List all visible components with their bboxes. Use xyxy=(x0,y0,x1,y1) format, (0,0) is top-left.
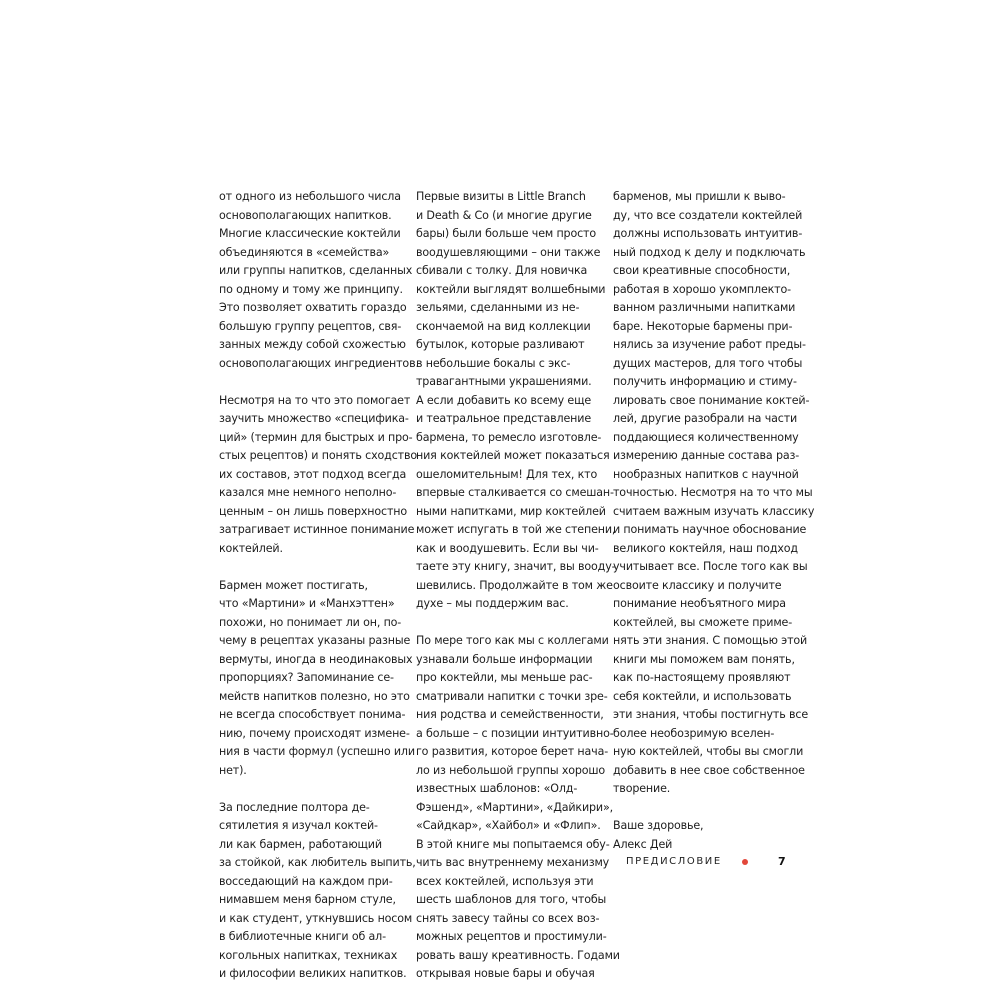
text-line: ошеломительным! Для тех, кто xyxy=(416,467,598,481)
text-line: можных рецептов и простимули- xyxy=(416,930,607,943)
text-column-2 xyxy=(416,188,620,984)
text-line: измерению данные состава раз- xyxy=(613,449,800,462)
text-line: коктейлей. xyxy=(219,541,283,555)
text-line: стых рецептов) и понять сходство xyxy=(219,449,417,462)
text-line: ными напитками, мир коктейлей xyxy=(416,504,606,518)
running-header-section: ПРЕДИСЛОВИЕ xyxy=(626,856,722,867)
text-line: что «Мартини» и «Манхэттен» xyxy=(219,597,395,610)
text-line: получить информацию и стиму- xyxy=(613,375,797,388)
text-line: бармена, то ремесло изготовле- xyxy=(416,430,602,444)
text-line: ло из небольшой группы хорошо xyxy=(416,763,606,777)
text-line: и понимать научное обоснование xyxy=(613,523,807,536)
text-line: коктейлей, вы сможете приме- xyxy=(613,615,793,629)
text-line: лей, другие разобрали на части xyxy=(613,412,798,425)
paragraph xyxy=(613,188,814,799)
text-line: чить вас внутреннему механизму xyxy=(416,856,610,869)
paragraph-gap xyxy=(613,799,814,818)
paragraph-gap xyxy=(219,373,419,392)
text-line: коктейли выглядят волшебными xyxy=(416,282,606,296)
text-line: свои креативные способности, xyxy=(613,264,791,277)
text-line: чему в рецептах указаны разные xyxy=(219,634,411,647)
paragraph-gap xyxy=(219,558,419,577)
text-line: от одного из небольшого числа xyxy=(219,190,401,203)
text-line: дущих мастеров, для того чтобы xyxy=(613,356,803,370)
text-line: скончаемой на вид коллекции xyxy=(416,319,591,333)
text-line: узнавали больше информации xyxy=(416,652,593,666)
text-line: основополагающих ингредиентов. xyxy=(219,356,419,370)
text-line: и театральное представление xyxy=(416,412,591,425)
text-line: шевились. Продолжайте в том же xyxy=(416,578,613,592)
text-line: в библиотечные книги об ал- xyxy=(219,930,386,943)
text-line: впервые сталкивается со смешан- xyxy=(416,486,614,499)
text-line: освоите классику и получите xyxy=(613,578,782,592)
text-line: Несмотря на то что это помогает xyxy=(219,393,411,407)
paragraph xyxy=(219,799,419,984)
text-line: ду, что все создатели коктейлей xyxy=(613,208,803,222)
paragraph xyxy=(219,577,419,781)
text-line: не всегда способствует понима- xyxy=(219,708,406,721)
text-line: ценным – он лишь поверхностно xyxy=(219,504,407,518)
text-line: восседающий на каждом при- xyxy=(219,874,393,888)
text-line: зельями, сделанными из не- xyxy=(416,301,580,314)
text-line: ную коктейлей, чтобы вы смогли xyxy=(613,745,804,758)
text-line: сматривали напитки с точки зре- xyxy=(416,689,608,703)
text-line: ния родства и семейственности, xyxy=(416,708,604,721)
text-line: и как студент, уткнувшись носом xyxy=(219,911,413,925)
text-line: таете эту книгу, значит, вы вооду- xyxy=(416,560,616,573)
text-line: Алекс Дей xyxy=(613,837,673,851)
text-column-3 xyxy=(613,188,814,854)
text-line: ный подход к делу и подключать xyxy=(613,245,806,259)
paragraph xyxy=(219,392,419,559)
text-line: По мере того как мы с коллегами xyxy=(416,634,609,647)
text-line: сятилетия я изучал коктей- xyxy=(219,819,378,832)
text-line: В этой книге мы попытаемся обу- xyxy=(416,837,610,851)
text-line: себя коктейли, и использовать xyxy=(613,689,792,703)
text-line: барменов, мы пришли к выво- xyxy=(613,190,786,203)
text-line: как по-настоящему проявляют xyxy=(613,671,791,684)
text-line: поддающиеся количественному xyxy=(613,430,799,444)
text-line: может испугать в той же степени, xyxy=(416,523,616,536)
text-line: бары) были больше чем просто xyxy=(416,227,596,240)
text-line: го развития, которое берет нача- xyxy=(416,745,609,758)
text-line: ния в части формул (успешно или xyxy=(219,745,415,758)
paragraph xyxy=(416,632,620,984)
text-line: или группы напитков, сделанных xyxy=(219,264,413,277)
text-line: более необозримую вселен- xyxy=(613,726,775,740)
text-line: и Death & Co (и многие другие xyxy=(416,208,592,222)
text-line: добавить в нее свое собственное xyxy=(613,763,805,777)
text-line: как и воодушевить. Если вы чи- xyxy=(416,541,599,555)
text-line: их составов, этот подход всегда xyxy=(219,467,407,481)
text-line: шесть шаблонов для того, чтобы xyxy=(416,893,607,906)
text-line: по одному и тому же принципу. xyxy=(219,282,403,296)
text-line: За последние полтора де- xyxy=(219,800,370,814)
text-line: когольных напитках, техниках xyxy=(219,948,398,962)
paragraph xyxy=(416,188,620,614)
text-line: нялись за изучение работ преды- xyxy=(613,338,806,351)
text-line: великого коктейля, наш подход xyxy=(613,541,798,555)
text-line: духе – мы поддержим вас. xyxy=(416,597,569,610)
text-line: Это позволяет охватить гораздо xyxy=(219,301,407,314)
text-line: ций» (термин для быстрых и про- xyxy=(219,430,413,444)
text-line: нет). xyxy=(219,763,247,777)
text-line: ванном различными напитками xyxy=(613,301,796,314)
text-line: Фэшенд», «Мартини», «Дайкири», xyxy=(416,800,613,814)
text-line: творение. xyxy=(613,782,671,795)
text-line: травагантными украшениями. xyxy=(416,375,592,388)
text-line: бутылок, которые разливают xyxy=(416,338,585,351)
page-footer xyxy=(626,852,786,872)
text-line: воодушевляющими – они также xyxy=(416,245,601,259)
text-line: известных шаблонов: «Олд- xyxy=(416,782,578,795)
text-line: баре. Некоторые бармены при- xyxy=(613,319,793,333)
text-line: вермуты, иногда в неодинаковых xyxy=(219,652,413,666)
text-line: за стойкой, как любитель выпить, xyxy=(219,856,416,869)
text-line: лировать свое понимание коктей- xyxy=(613,393,810,407)
text-line: учитывает все. После того как вы xyxy=(613,560,808,573)
text-line: Первые визиты в Little Branch xyxy=(416,190,586,203)
text-line: эти знания, чтобы постигнуть все xyxy=(613,708,809,721)
text-line: и философии великих напитков. xyxy=(219,967,407,980)
text-line: нимавшем меня барном стуле, xyxy=(219,893,396,906)
text-line: ния коктейлей может показаться xyxy=(416,449,610,462)
text-line: затрагивает истинное понимание xyxy=(219,523,415,536)
paragraph xyxy=(219,188,419,373)
text-line: нию, почему происходят измене- xyxy=(219,726,410,740)
text-line: открывая новые бары и обучая xyxy=(416,967,595,980)
text-line: заучить множество «специфика- xyxy=(219,412,409,425)
text-line: пропорциях? Запоминание се- xyxy=(219,671,394,684)
paragraph-gap xyxy=(416,614,620,633)
text-line: Ваше здоровье, xyxy=(613,819,704,832)
text-line: считаем важным изучать классику xyxy=(613,504,815,518)
text-line: основополагающих напитков. xyxy=(219,208,392,222)
text-line: должны использовать интуитив- xyxy=(613,227,803,240)
page-number: 7 xyxy=(778,855,786,868)
text-line: в небольшие бокалы с экс- xyxy=(416,356,571,370)
text-line: А если добавить ко всему еще xyxy=(416,393,592,407)
text-line: точностью. Несмотря на то что мы xyxy=(613,486,813,499)
paragraph-gap xyxy=(219,780,419,799)
text-line: казался мне немного неполно- xyxy=(219,486,397,499)
text-line: нять эти знания. С помощью этой xyxy=(613,634,808,647)
text-line: занных между собой схожестью xyxy=(219,338,406,351)
text-column-1 xyxy=(219,188,419,984)
text-line: ровать вашу креативность. Годами xyxy=(416,948,620,962)
accent-dot-icon xyxy=(742,859,748,865)
text-line: книги мы поможем вам понять, xyxy=(613,652,795,666)
text-line: про коктейли, мы меньше рас- xyxy=(416,671,593,684)
text-line: мейств напитков полезно, но это xyxy=(219,689,410,703)
text-line: объединяются в «семейства» xyxy=(219,245,390,259)
text-line: всех коктейлей, используя эти xyxy=(416,874,594,888)
text-line: снять завесу тайны со всех воз- xyxy=(416,911,600,925)
text-line: сбивали с толку. Для новичка xyxy=(416,264,588,277)
text-line: Многие классические коктейли xyxy=(219,227,401,240)
text-line: большую группу рецептов, свя- xyxy=(219,319,402,333)
paragraph xyxy=(613,817,814,854)
text-line: понимание необъятного мира xyxy=(613,597,786,610)
text-line: «Сайдкар», «Хайбол» и «Флип». xyxy=(416,819,601,832)
text-line: работая в хорошо укомплекто- xyxy=(613,282,791,296)
text-line: похожи, но понимает ли он, по- xyxy=(219,615,402,629)
text-line: а больше – с позиции интуитивно- xyxy=(416,726,614,740)
text-line: нообразных напитков с научной xyxy=(613,467,799,481)
text-line: Бармен может постигать, xyxy=(219,578,368,592)
text-line: ли как бармен, работающий xyxy=(219,837,382,851)
